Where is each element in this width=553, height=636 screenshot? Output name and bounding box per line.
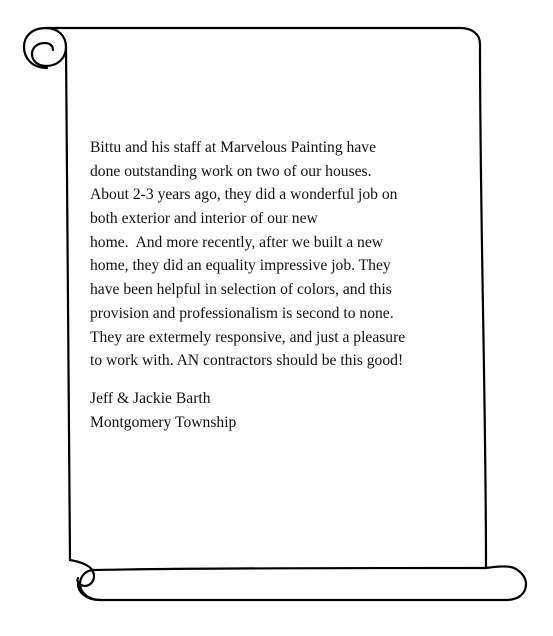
testimonial-line: done outstanding work on two of our houses.: [90, 162, 372, 180]
testimonial-line: home. And more recently, after we built a new: [90, 233, 383, 251]
testimonial-line: have been helpful in selection of colors, and this: [90, 281, 392, 299]
testimonial-line: to work with. AN contractors should be this good!: [90, 352, 404, 370]
testimonial-line: They are extermely responsive, and just a pleasure: [90, 328, 406, 346]
signature-block: [90, 387, 490, 434]
signature-location: Montgomery Township: [90, 413, 237, 431]
testimonial-line: both exterior and interior of our new: [90, 210, 318, 228]
testimonial-line: home, they did an equality impressive job. They: [90, 257, 391, 275]
signature-name: Jeff & Jackie Barth: [90, 389, 211, 407]
testimonial-line: Bittu and his staff at Marvelous Painting have: [90, 139, 376, 156]
testimonial-body: [90, 136, 490, 373]
testimonial-line: About 2-3 years ago, they did a wonderful job on: [90, 186, 398, 204]
testimonial-letter: [90, 136, 490, 434]
testimonial-line: provision and professionalism is second to none.: [90, 304, 394, 322]
